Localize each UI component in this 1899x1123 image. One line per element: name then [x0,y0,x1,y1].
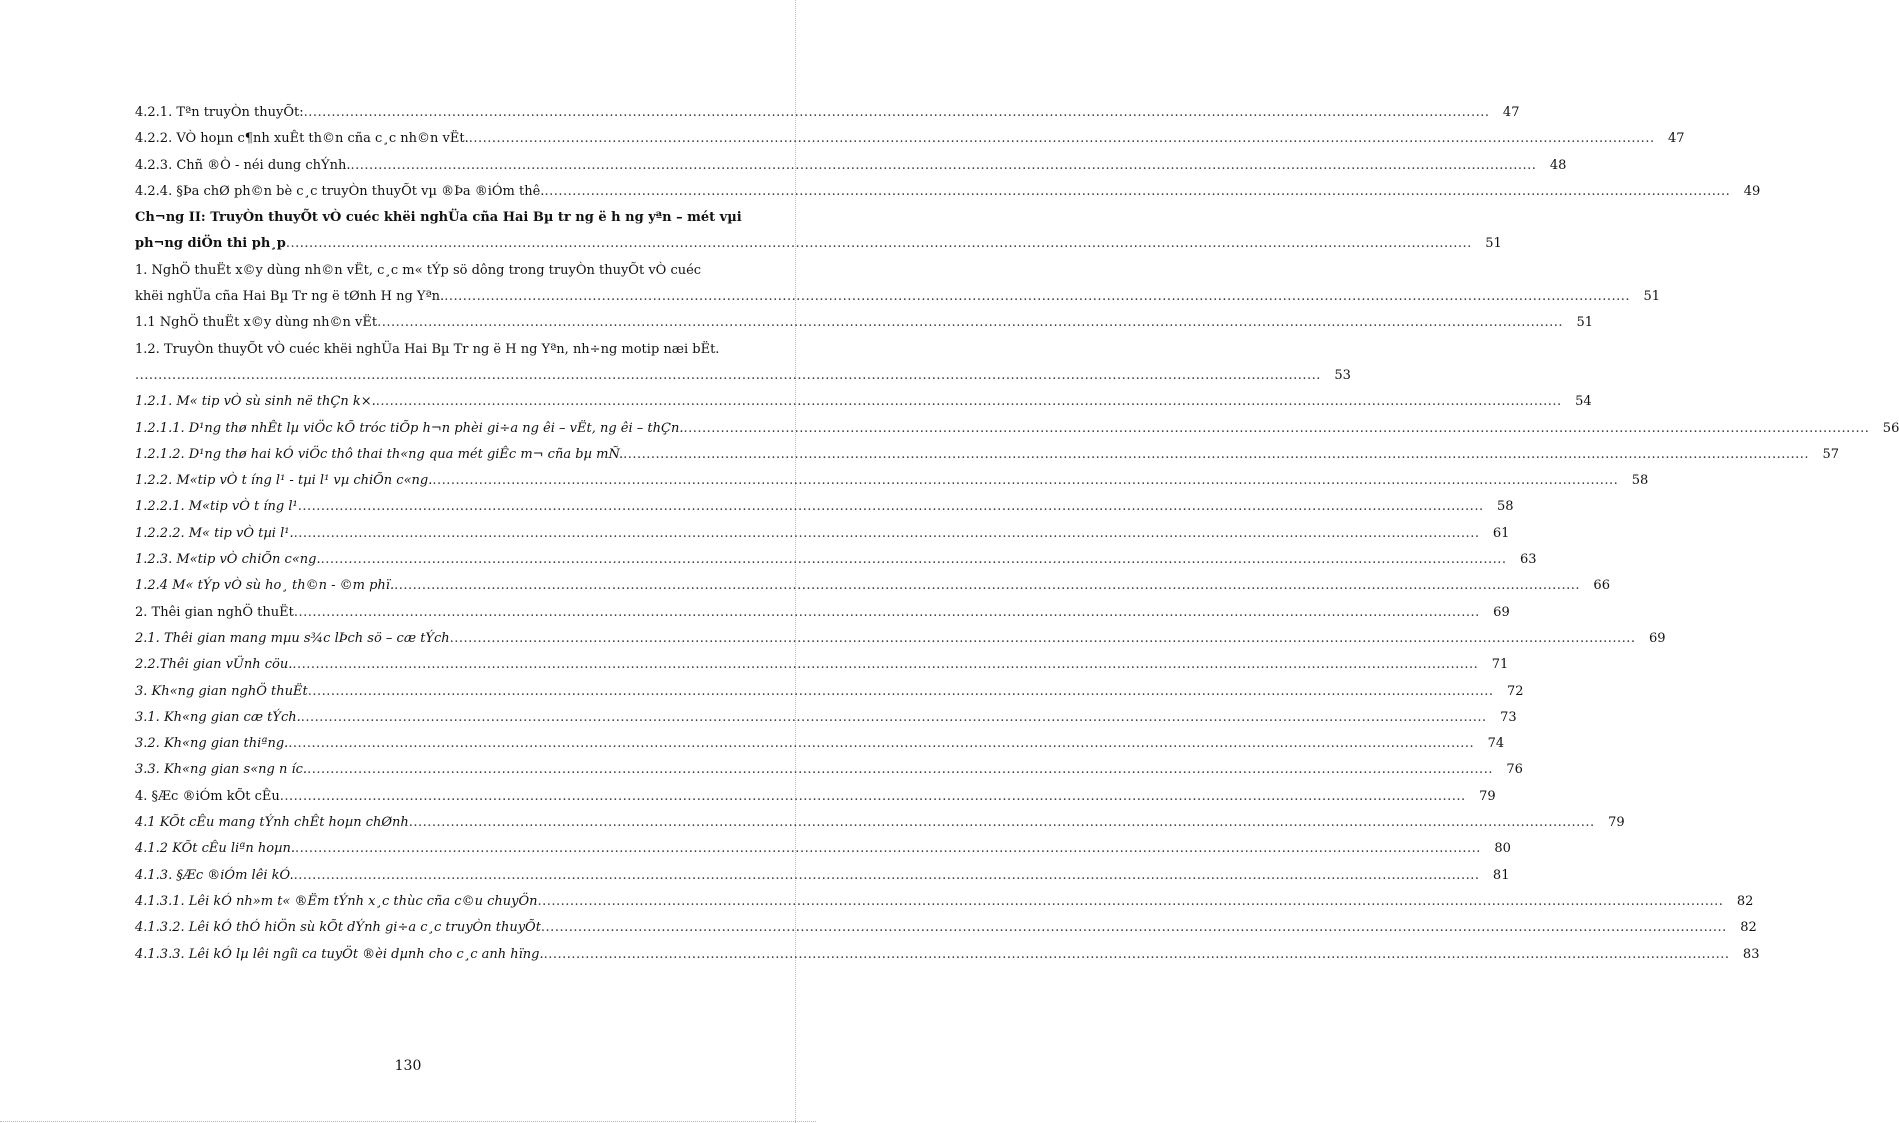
dot-leader [298,494,1484,520]
toc-entry-page: 61 [1492,525,1510,541]
dot-leader [350,153,1536,179]
toc-entry [135,442,1839,468]
toc-entry-page: 47 [1502,105,1520,120]
toc-entry-title: 1.2.1.2. D¹ng thø hai kÓ viÖc thô thai th«ng qua mét giÊc m¬ cña bµ mÑ. [135,446,624,462]
dot-leader [308,679,1494,705]
dot-leader [304,100,1490,126]
toc-entry-page: 80 [1494,841,1511,857]
dot-leader [301,705,1487,731]
toc-entry-title: 4.2.4. §Þa chØ ph©n bè c¸c truyÒn thuyÕt vµ ®Þa ®iÓm thê. [135,183,545,199]
toc-entry-title: 2.2.Thêi gian vÜnh cöu. [135,657,293,673]
toc-entry-title: 1.1 NghÖ thuËt x©y dùng nh©n vËt [135,315,378,331]
dot-leader [135,363,1321,389]
toc-entry [135,810,1625,836]
toc-entry [135,416,1899,442]
toc-entry-page: 53 [1334,367,1351,383]
dot-leader [294,863,1480,889]
toc-entry [135,337,1351,390]
toc-entry-page: 51 [1643,289,1661,305]
dot-leader [450,626,1636,652]
toc-entry [135,679,1524,705]
dot-leader [541,915,1727,941]
toc-entry [135,836,1511,862]
toc-entry [135,784,1496,810]
toc-entry-page: 83 [1742,946,1760,962]
toc-entry [135,389,1592,415]
toc-entry-title: 4.1 KÕt cÊu mang tÝnh chÊt hoµn chØnh [135,815,409,831]
toc-entry-page: 73 [1500,709,1517,725]
toc-entry [135,179,1761,205]
toc-entry [135,705,1517,731]
dot-leader [623,442,1809,468]
toc-entry-page: 56 [1882,420,1899,436]
toc-entry-page: 76 [1506,762,1523,778]
toc-entry-title: 3. Kh«ng gian nghÖ thuËt [135,683,308,699]
toc-entry-page: 79 [1608,815,1625,831]
toc-entry-title: 1.2.1. M« tip vÒ sù sinh në thÇn k×. [135,394,376,410]
toc-entry [135,494,1514,520]
toc-entry [135,731,1505,757]
toc-entry [135,757,1523,783]
toc-entry-title: 2. Thêi gian nghÖ thuËt [135,604,294,620]
toc-entry-page: 47 [1668,131,1685,147]
toc-entry-title: 2.1. Thêi gian mang mµu s¾c lÞch sö – cæ tÝch [135,630,450,646]
toc-entry [135,942,1760,968]
toc-entry [135,310,1593,336]
toc-entry-title: 1.2.1.1. D¹ng thø nhÊt lµ viÖc kÕ tróc tiÕp h¬n phèi gi÷a ng êi – vËt, ng êi – thÇn. [135,420,684,436]
toc-entry [135,521,1510,547]
toc-entry-page: 49 [1743,183,1761,199]
toc-entry-title: 4.2.3. Chñ ®Ò - néi dung chÝnh. [135,157,351,173]
toc-entry-page: 54 [1575,394,1592,410]
toc-entry-page: 82 [1736,893,1754,909]
toc-entry-page: 74 [1487,736,1505,752]
dot-leader [286,231,1472,257]
toc-entry-title-line2: ph¬ng diÖn thi ph¸p [135,236,286,252]
toc-entry-title-line2: khëi nghÜa cña Hai Bµ Tr ng ë tØnh H ng Yªn. [135,289,445,305]
toc-entry-title: 4.1.2 KÕt cÊu liªn hoµn. [135,841,296,857]
toc-entry-title: 1.2.3. M«tip vÒ chiÕn c«ng. [135,552,321,568]
dot-leader [294,600,1480,626]
dot-leader [294,521,1480,547]
toc-entry-page: 71 [1491,657,1509,673]
toc-entry-page: 81 [1492,867,1510,883]
toc-entry-title: 1.2.2. M«tip vÒ t íng l¹ - tµi l¹ vµ chiÕn c«ng. [135,473,433,489]
toc-entry [135,100,1520,126]
page-edge-bottom [0,1121,816,1122]
dot-leader [537,889,1723,915]
toc-entry-page: 82 [1740,920,1757,936]
toc-entry-title: 1.2.2.1. M«tip vÒ t íng l¹ [135,499,298,515]
toc-entry-title-line1: 1.2. TruyÒn thuyÕt vÒ cuéc khëi nghÜa Hai Bµ Tr ng ë H ng Yªn, nh÷ng motip næi bËt. [135,341,720,357]
dot-leader [544,179,1730,205]
toc-entry-page: 66 [1593,578,1610,594]
toc-entry [135,547,1537,573]
toc-entry-title: 4.1.3.3. Lêi kÓ lµ lêi ngîi ca tuyÖt ®èi dµnh cho c¸c anh hïng. [135,946,544,962]
dot-leader [280,784,1466,810]
dot-leader [377,310,1563,336]
dot-leader [544,942,1730,968]
toc-entry [135,153,1567,179]
dot-leader [394,573,1580,599]
dot-leader [307,757,1493,783]
toc-entry-page: 69 [1648,630,1666,646]
toc-entry-title: 1.2.4 M« tÝp vÒ sù ho¸ th©n - ©m phï. [135,578,395,594]
toc-entry [135,889,1754,915]
toc-entry-title: 3.2. Kh«ng gian thiªng. [135,736,289,752]
toc-entry [135,626,1666,652]
dot-leader [444,284,1630,310]
toc-entry [135,573,1610,599]
toc-entry-page: 51 [1576,315,1593,331]
page-number: 130 [394,1058,422,1074]
toc-entry [135,258,1661,311]
toc-entry-title: 4.1.3.1. Lêi kÓ nh»m t« ®Ëm tÝnh x¸c thùc cña c©u chuyÖn [135,893,538,909]
toc-entry-title: 3.1. Kh«ng gian cæ tÝch. [135,709,301,725]
toc-entry-page: 63 [1519,552,1537,568]
toc-entry-page: 58 [1497,499,1514,515]
toc-entry-page: 48 [1549,157,1567,173]
toc-entry [135,600,1510,626]
toc-entry-title-line1: 1. NghÖ thuËt x©y dùng nh©n vËt, c¸c m« tÝp sö dông trong truyÒn thuyÕt vÒ cuéc [135,262,702,278]
dot-leader [683,416,1869,442]
toc-entry [135,863,1510,889]
toc-entry-page: 72 [1507,683,1524,699]
dot-leader [409,810,1595,836]
toc-entry-title: 4.1.3. §Æc ®iÓm lêi kÓ. [135,867,294,883]
dot-leader [292,652,1478,678]
toc-entry-page: 58 [1631,473,1649,489]
toc-entry-page: 57 [1822,446,1839,462]
toc-entry [135,468,1649,494]
dot-leader [432,468,1618,494]
toc-entry-title: 4.2.1. Tªn truyÒn thuyÕt: [135,105,304,120]
table-of-contents [135,100,1899,968]
dot-leader [295,836,1481,862]
dot-leader [321,547,1507,573]
toc-entry-page: 79 [1479,788,1496,804]
toc-entry [135,126,1685,152]
dot-leader [469,126,1655,152]
toc-entry [135,915,1757,941]
toc-entry-page: 51 [1485,236,1502,252]
toc-entry-title: 4. §Æc ®iÓm kÕt cÊu [135,788,280,804]
toc-entry [135,205,1502,258]
dot-leader [376,389,1562,415]
toc-entry-title: 4.2.2. VÒ hoµn c¶nh xuÊt th©n cña c¸c nh©n vËt. [135,131,469,147]
toc-entry-title: 1.2.2.2. M« tip vÒ tµi l¹. [135,525,294,541]
dot-leader [288,731,1474,757]
toc-entry-title-line1: Ch¬ng II: TruyÒn thuyÕt vÒ cuéc khëi nghÜa cña Hai Bµ tr ng ë h ng yªn – mét vµi [135,210,742,226]
toc-entry-title: 4.1.3.2. Lêi kÓ thÓ hiÖn sù kÕt dÝnh gi÷a c¸c truyÒn thuyÕt [135,920,541,936]
toc-entry-page: 69 [1493,604,1510,620]
toc-entry-title: 3.3. Kh«ng gian s«ng n íc. [135,762,308,778]
toc-entry [135,652,1509,678]
